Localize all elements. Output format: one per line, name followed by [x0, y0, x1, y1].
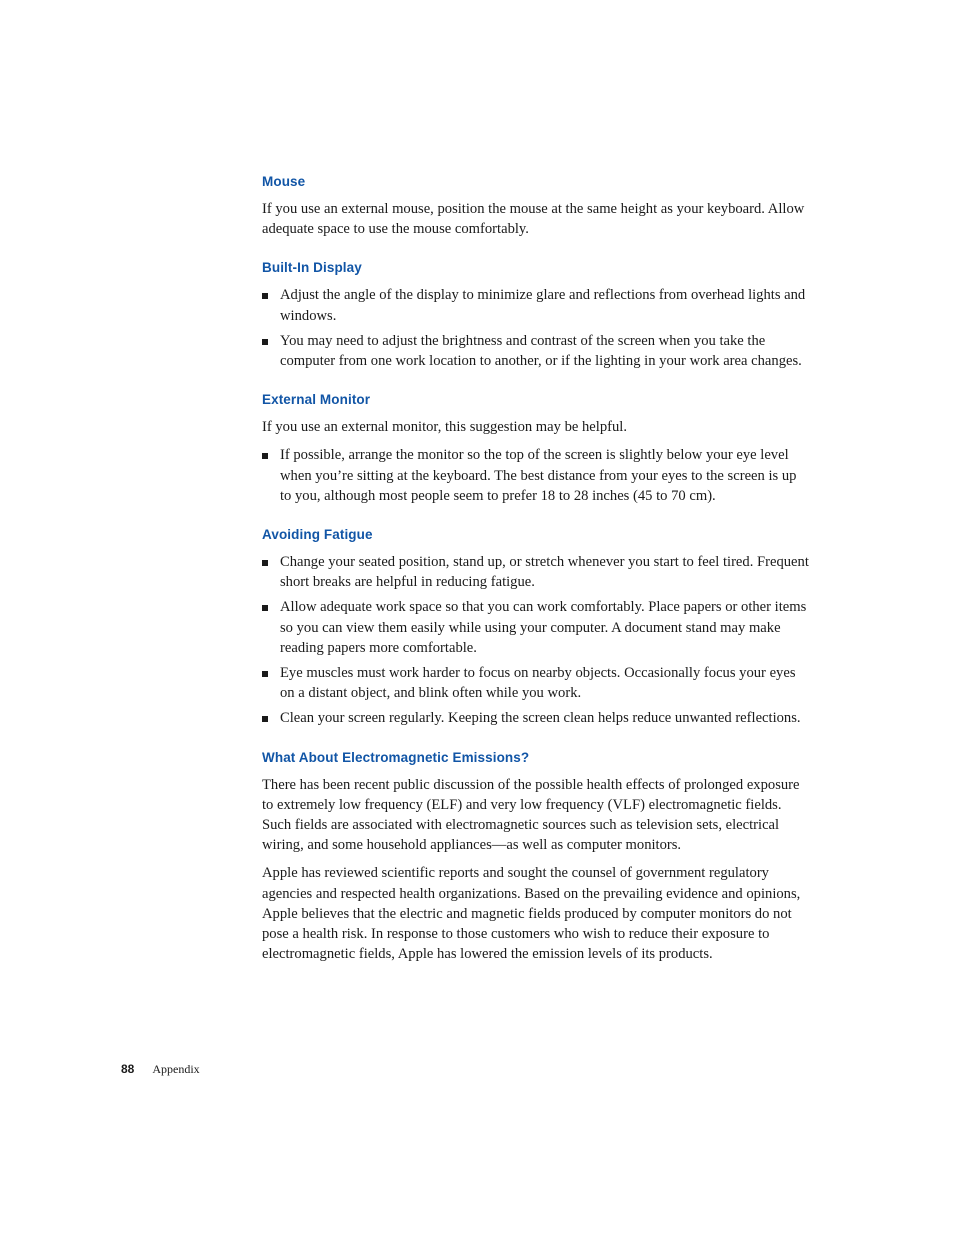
- bullet-square-icon: [262, 293, 268, 299]
- bullet-list: [262, 552, 810, 729]
- page-content: [262, 172, 810, 983]
- list-item: [262, 552, 810, 592]
- heading-external-monitor: External Monitor: [262, 392, 371, 408]
- paragraph: If you use an external mouse, position the mouse at the same height as your keyboard. Allow adequate space to use the mouse comfortably.: [262, 201, 805, 238]
- page-footer: [121, 1062, 200, 1077]
- section-avoiding-fatigue: [262, 525, 810, 729]
- bullet-list: [262, 445, 810, 506]
- list-item-text: Eye muscles must work harder to focus on nearby objects. Occasionally focus your eyes on a distant object, and blink often while you work.: [280, 665, 796, 702]
- section-external-monitor: [262, 390, 810, 506]
- list-item: [262, 285, 810, 325]
- heading-mouse: Mouse: [262, 174, 306, 189]
- list-item-text: Change your seated position, stand up, or stretch whenever you start to feel tired. Frequent short breaks are helpful in reducing fatigue.: [280, 554, 809, 591]
- list-item-text: If possible, arrange the monitor so the top of the screen is slightly below your eye level when you’re sitting at the keyboard. The best distance from your eyes to the screen is up to you, although most people seem to prefer 18 to 28 inches (45 to 70 cm).: [280, 447, 797, 504]
- bullet-square-icon: [262, 453, 268, 459]
- paragraph: There has been recent public discussion of the possible health effects of prolonged exposure to extremely low frequency (ELF) and very low frequency (VLF) electromagnetic fields. Such fields are associated with electromagnetic sources such as television sets, electrical wiring, and some household appliances—as well as computer monitors.: [262, 776, 800, 854]
- bullet-square-icon: [262, 716, 268, 722]
- heading-electromagnetic-emissions: What About Electromagnetic Emissions?: [262, 749, 530, 765]
- bullet-list: [262, 285, 810, 371]
- heading-built-in-display: Built-In Display: [262, 260, 362, 276]
- list-item: [262, 663, 810, 703]
- list-item: [262, 708, 810, 728]
- section-built-in-display: [262, 258, 810, 371]
- list-item-text: Adjust the angle of the display to minimize glare and reflections from overhead lights and windows.: [280, 287, 806, 324]
- section-electromagnetic-emissions: [262, 748, 810, 965]
- bullet-square-icon: [262, 605, 268, 611]
- section-mouse: [262, 172, 810, 239]
- paragraph: Apple has reviewed scientific reports and sought the counsel of government regulatory agencies and respected health organizations. Based on the prevailing evidence and opinions, Apple believes that the electric and magnetic fields produced by computer monitors do not pose a health risk. In response to those customers who wish to reduce their exposure to electromagnetic fields, Apple has lowered the emission levels of its products.: [262, 865, 801, 963]
- bullet-square-icon: [262, 671, 268, 677]
- list-item: [262, 597, 810, 658]
- heading-avoiding-fatigue: Avoiding Fatigue: [262, 527, 373, 543]
- list-item-text: Allow adequate work space so that you can work comfortably. Place papers or other items so you can view them easily while using your computer. A document stand may make reading papers more comfortable.: [280, 599, 807, 656]
- list-item-text: Clean your screen regularly. Keeping the screen clean helps reduce unwanted reflections.: [280, 710, 801, 727]
- footer-section-label: Appendix: [152, 1062, 200, 1076]
- list-item: [262, 445, 810, 506]
- list-item: [262, 331, 810, 371]
- page-number: 88: [121, 1062, 135, 1076]
- bullet-square-icon: [262, 339, 268, 345]
- bullet-square-icon: [262, 560, 268, 566]
- list-item-text: You may need to adjust the brightness and contrast of the screen when you take the computer from one work location to another, or if the lighting in your work area changes.: [280, 332, 802, 370]
- paragraph: If you use an external monitor, this suggestion may be helpful.: [262, 419, 627, 436]
